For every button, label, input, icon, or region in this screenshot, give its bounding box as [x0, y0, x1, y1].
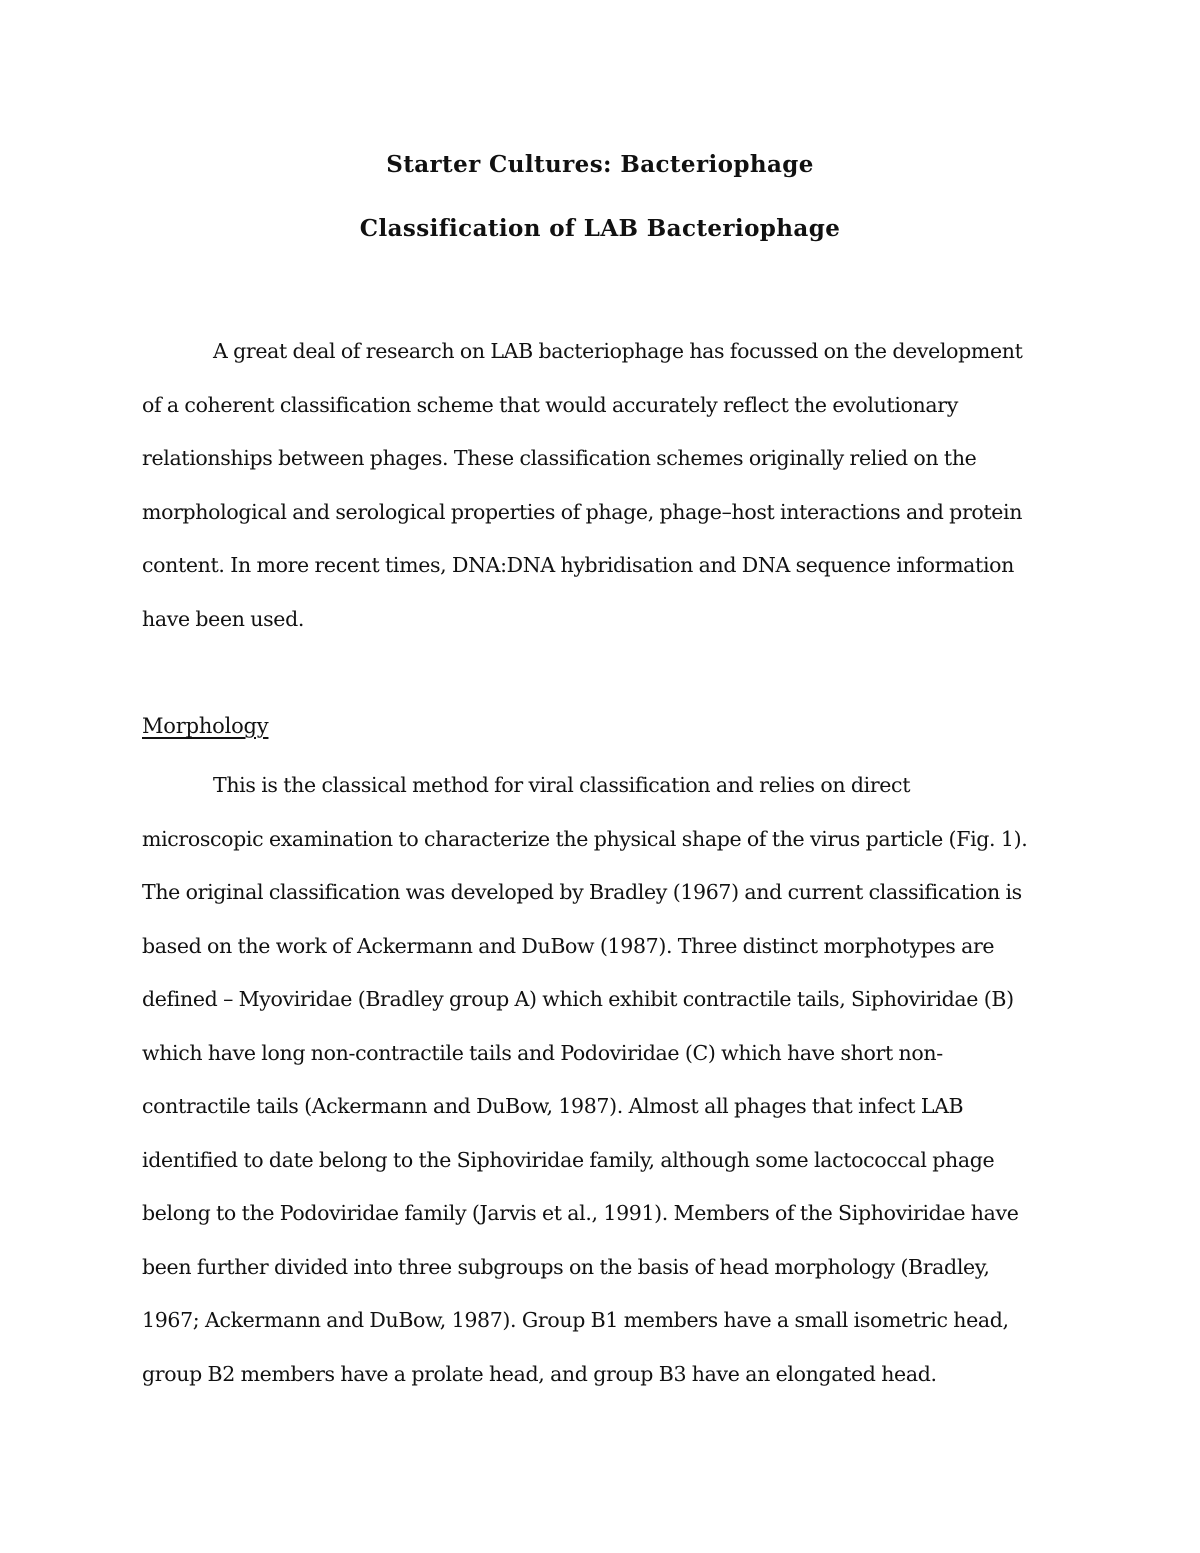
paragraph-line: A great deal of research on LAB bacteriophage has focussed on the development — [213, 339, 1023, 363]
document-title: Starter Cultures: Bacteriophage — [386, 151, 814, 178]
paragraph-line: group B2 members have a prolate head, and group B3 have an elongated head. — [142, 1361, 937, 1386]
paragraph-line: defined – Myoviridae (Bradley group A) which exhibit contractile tails, Siphoviridae (B) — [142, 987, 1014, 1011]
paragraph-line: identified to date belong to the Siphoviridae family, although some lactococcal phage — [142, 1147, 995, 1172]
paragraph-line: contractile tails (Ackermann and DuBow, 1987). Almost all phages that infect LAB — [142, 1094, 964, 1118]
paragraph-line: have been used. — [142, 606, 305, 631]
paragraph-line: been further divided into three subgroups on the basis of head morphology (Bradley, — [142, 1254, 990, 1279]
document-subtitle: Classification of LAB Bacteriophage — [359, 215, 841, 242]
paragraph-line: relationships between phages. These classification schemes originally relied on the — [142, 446, 977, 470]
section-heading-morphology: Morphology — [142, 714, 269, 738]
paragraph-line: belong to the Podoviridae family (Jarvis et al., 1991). Members of the Siphoviridae have — [142, 1201, 1019, 1225]
paragraph-line: content. In more recent times, DNA:DNA hybridisation and DNA sequence information — [142, 553, 1014, 577]
intro-paragraph — [142, 333, 1057, 654]
paragraph-line: This is the classical method for viral classification and relies on direct — [213, 773, 911, 797]
paragraph-line: based on the work of Ackermann and DuBow (1987). Three distinct morphotypes are — [142, 933, 995, 958]
paragraph-line: morphological and serological properties of phage, phage–host interactions and protein — [142, 499, 1023, 524]
morphology-paragraph — [142, 767, 1057, 1409]
paragraph-line: of a coherent classification scheme that would accurately reflect the evolutionary — [142, 392, 958, 417]
paragraph-line: microscopic examination to characterize the physical shape of the virus particle (Fig. 1). — [142, 826, 1028, 851]
paragraph-line: 1967; Ackermann and DuBow, 1987). Group B1 members have a small isometric head, — [142, 1308, 1009, 1332]
paragraph-line: The original classification was developed by Bradley (1967) and current classification is — [142, 880, 1022, 904]
paragraph-line: which have long non-contractile tails and Podoviridae (C) which have short non- — [142, 1040, 943, 1065]
